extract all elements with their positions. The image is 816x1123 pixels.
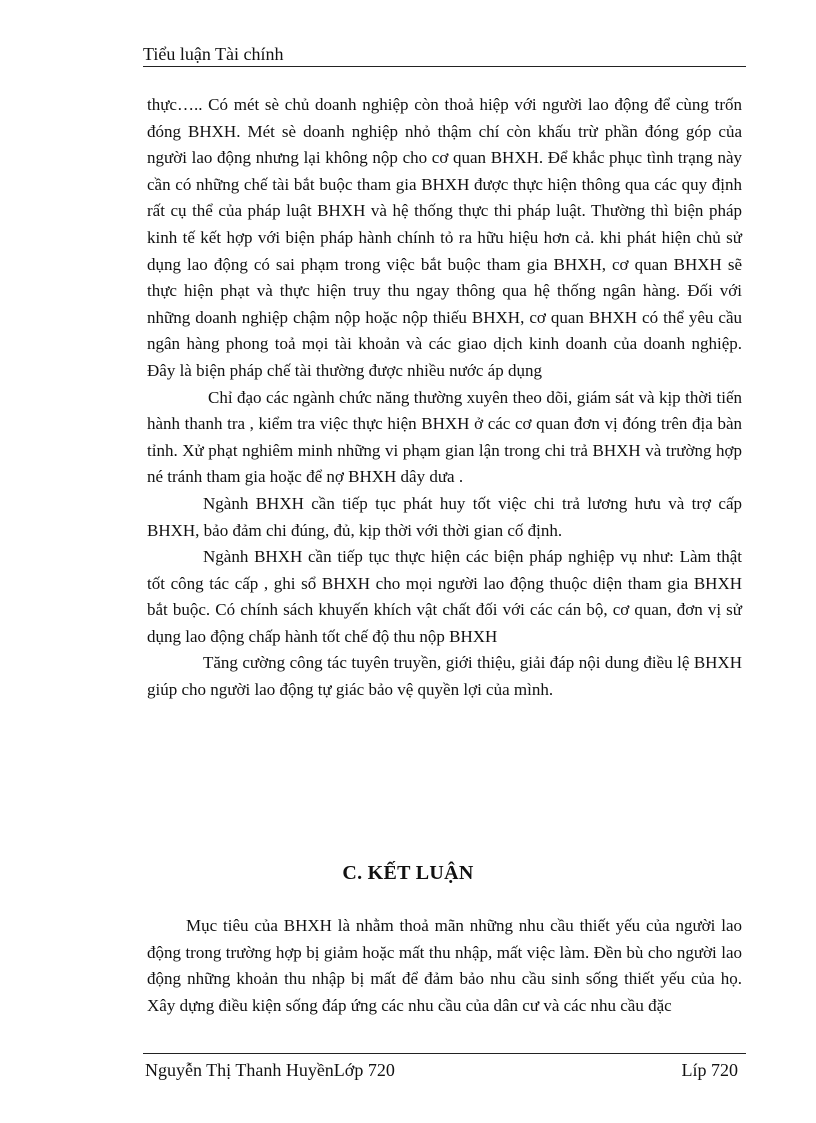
footer-divider bbox=[143, 1053, 746, 1054]
conclusion-text bbox=[147, 913, 742, 1019]
footer-class: Líp 720 bbox=[681, 1060, 738, 1080]
header-divider bbox=[143, 66, 746, 67]
paragraph-pension-payment: Ngành BHXH cần tiếp tục phát huy tốt việc chi trả lương hưu và trợ cấp BHXH, bảo đảm chi đúng, đủ, kịp thời với thời gian cố định. bbox=[147, 493, 742, 540]
paragraph-enforcement: thực….. Có mét sè chủ doanh nghiệp còn thoả hiệp với người lao động để cùng trốn đóng BHXH. Mét sè doanh nghiệp nhỏ thậm chí còn khấu trừ phần đóng góp của người lao động nhưng lại không nộp cho cơ quan BHXH. Để khắc phục tình trạng này cần có những chế tài bắt buộc tham gia BHXH được thực hiện thông qua các quy định rất cụ thể của pháp luật BHXH và hệ thống thực thi pháp luật. Thường thì biện pháp kinh tế kết hợp với biện pháp hành chính tỏ ra hữu hiệu hơn cả. khi phát hiện chủ sử dụng lao động có sai phạm trong việc bắt buộc tham gia BHXH, cơ quan BHXH sẽ thực hiện phạt và thực hiện truy thu ngay thông qua hệ thống ngân hàng. Đối với những doanh nghiệp chậm nộp hoặc nộp thiếu BHXH, cơ quan BHXH có thể yêu cầu ngân hàng phong toả mọi tài khoản và các giao dịch kinh doanh của doanh nghiệp. Đây là biện pháp chế tài thường được nhiều nước áp dụng bbox=[147, 95, 742, 380]
paragraph-professional-measures: Ngành BHXH cần tiếp tục thực hiện các biện pháp nghiệp vụ như: Làm thật tốt công tác cấp , ghi sổ BHXH cho mọi người lao động thuộc diện tham gia BHXH bắt buộc. Có chính sách khuyến khích vật chất đối với các cán bộ, cơ quan, đơn vị sử dụng lao động chấp hành tốt chế độ thu nộp BHXH bbox=[147, 547, 742, 646]
section-title: C. KẾT LUẬN bbox=[342, 862, 474, 884]
paragraph-conclusion: Mục tiêu của BHXH là nhằm thoả mãn những nhu cầu thiết yếu của người lao động trong trường hợp bị giảm hoặc mất thu nhập, mất việc làm. Đền bù cho người lao động những khoản thu nhập bị mất để đảm bảo nhu cầu sinh sống thiết yếu của họ. Xây dựng điều kiện sống đáp ứng các nhu cầu của dân cư và các nhu cầu đặc bbox=[147, 916, 742, 1015]
body-text bbox=[147, 92, 742, 704]
page-header-title: Tiểu luận Tài chính bbox=[143, 44, 284, 64]
footer-author: Nguyễn Thị Thanh HuyềnLớp 720 bbox=[145, 1060, 395, 1080]
paragraph-inspection: Chỉ đạo các ngành chức năng thường xuyên theo dõi, giám sát và kịp thời tiến hành thanh tra , kiểm tra việc thực hiện BHXH ở các cơ quan đơn vị đóng trên địa bàn tỉnh. Xử phạt nghiêm minh những vi phạm gian lận trong chi trả BHXH và trường hợp né tránh tham gia hoặc để nợ BHXH dây dưa . bbox=[147, 387, 742, 487]
paragraph-propaganda: Tăng cường công tác tuyên truyền, giới thiệu, giải đáp nội dung điều lệ BHXH giúp cho người lao động tự giác bảo vệ quyền lợi của mình. bbox=[147, 653, 742, 700]
